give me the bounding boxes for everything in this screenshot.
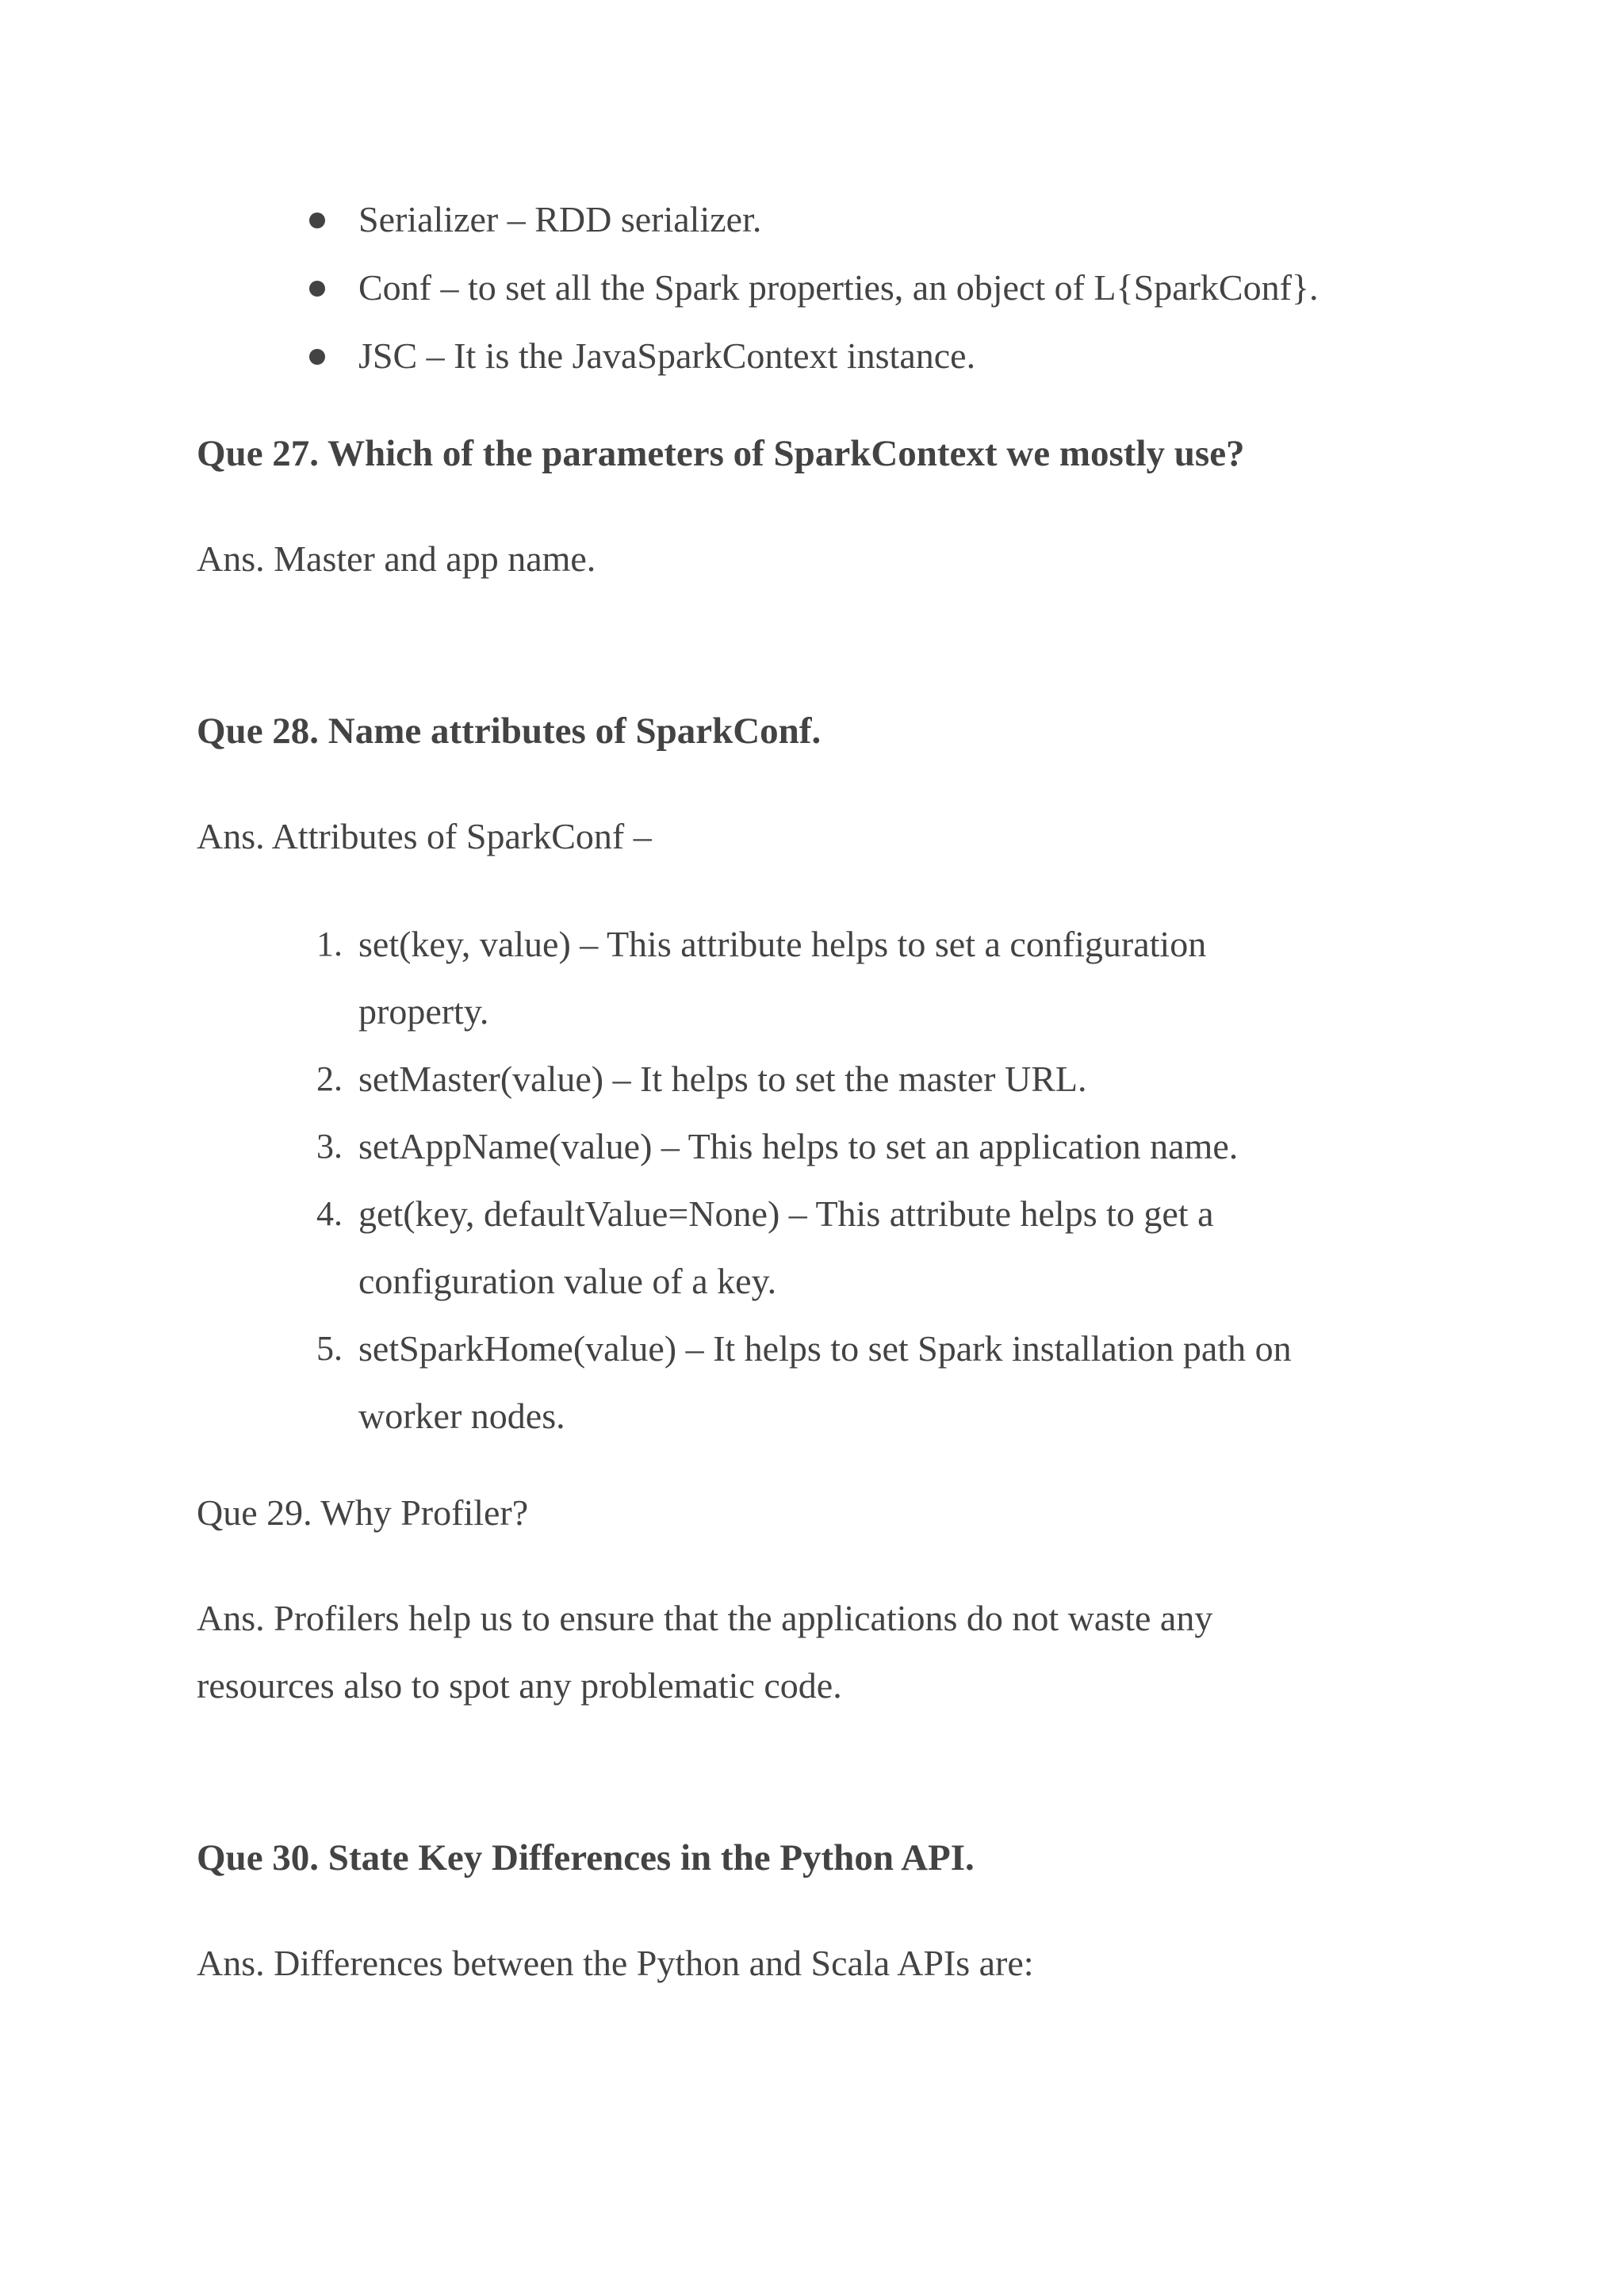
list-number: 3. xyxy=(316,1127,343,1166)
attribute-item-setsparkhome: setSparkHome(value) – It helps to set Spark installation path on xyxy=(358,1328,1292,1369)
question-29-heading: Que 29. Why Profiler? xyxy=(197,1492,529,1533)
list-number: 1. xyxy=(316,925,343,963)
question-27-heading: Que 27. Which of the parameters of SparkContext we mostly use? xyxy=(197,433,1245,474)
bullet-dot xyxy=(309,349,325,365)
bullet-dot xyxy=(309,281,325,297)
attribute-item-setmaster: setMaster(value) – It helps to set the master URL. xyxy=(358,1059,1087,1099)
attribute-item-set: set(key, value) – This attribute helps to set a configuration xyxy=(358,924,1207,964)
list-number: 5. xyxy=(316,1329,343,1368)
attribute-item-set-continued: property. xyxy=(358,991,489,1032)
attribute-item-setappname: setAppName(value) – This helps to set an application name. xyxy=(358,1126,1239,1166)
bullet-dot xyxy=(309,213,325,228)
question-29-answer-line-1: Ans. Profilers help us to ensure that the applications do not waste any xyxy=(197,1598,1213,1638)
attribute-item-get-continued: configuration value of a key. xyxy=(358,1261,777,1301)
bullet-item-serializer: Serializer – RDD serializer. xyxy=(358,199,762,239)
list-number: 2. xyxy=(316,1059,343,1098)
attribute-item-setsparkhome-continued: worker nodes. xyxy=(358,1396,565,1436)
question-30-answer: Ans. Differences between the Python and Scala APIs are: xyxy=(197,1943,1034,1983)
attribute-item-get: get(key, defaultValue=None) – This attribute helps to get a xyxy=(358,1193,1214,1234)
question-29-answer-line-2: resources also to spot any problematic code. xyxy=(197,1665,842,1706)
question-28-heading: Que 28. Name attributes of SparkConf. xyxy=(197,710,822,752)
question-30-heading: Que 30. State Key Differences in the Python API. xyxy=(197,1837,975,1878)
question-28-answer: Ans. Attributes of SparkConf – xyxy=(197,816,652,856)
bullet-item-jsc: JSC – It is the JavaSparkContext instance. xyxy=(358,335,976,376)
question-27-answer: Ans. Master and app name. xyxy=(197,538,596,579)
bullet-item-conf: Conf – to set all the Spark properties, an object of L{SparkConf}. xyxy=(358,267,1319,308)
list-number: 4. xyxy=(316,1194,343,1233)
